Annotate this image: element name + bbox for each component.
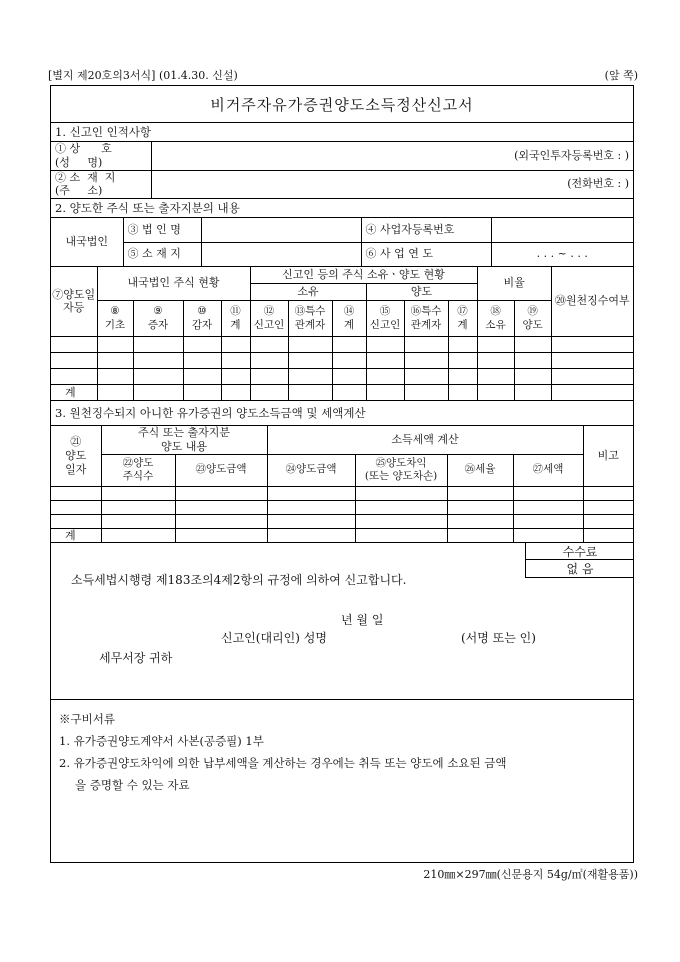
biz-year-label: ⑥ 사 업 연 도 (361, 242, 491, 266)
share-cell[interactable] (51, 337, 97, 353)
tax-row (51, 514, 633, 528)
share-cell[interactable] (514, 337, 551, 353)
tax-cell[interactable] (175, 528, 267, 543)
declaration-date[interactable]: 년 월 일 (341, 613, 384, 628)
transfer-header: 양도 (366, 284, 477, 301)
tax-cell[interactable] (355, 500, 447, 514)
fee-value: 없 음 (526, 560, 634, 578)
signature-field[interactable]: (서명 또는 인) (461, 631, 536, 646)
tax-row (51, 500, 633, 514)
share-cell[interactable] (551, 369, 633, 385)
tax-cell[interactable] (101, 528, 175, 543)
share-cell[interactable] (250, 353, 288, 369)
address-label: ② 소 재 지 (주 소) (51, 170, 151, 199)
tax-row (51, 528, 633, 543)
share-cell[interactable] (332, 337, 366, 353)
share-cell[interactable] (183, 369, 221, 385)
biz-reg-input[interactable] (491, 218, 633, 242)
content-header: 주식 또는 출자지분 양도 내용 (101, 426, 267, 454)
form-number: [별지 제20호의3서식] (01.4.30. 신설) (48, 69, 238, 82)
tax-cell[interactable] (513, 514, 583, 528)
corp-info-table (51, 218, 633, 267)
share-cell[interactable] (288, 369, 332, 385)
tax-cell[interactable] (583, 514, 633, 528)
docs-heading: ※구비서류 (59, 712, 115, 727)
share-col-header: ⑧ 기초 (97, 301, 133, 337)
share-cell[interactable] (404, 385, 448, 401)
tax-cell[interactable] (513, 500, 583, 514)
share-cell[interactable] (133, 337, 183, 353)
tax-form (50, 85, 634, 863)
declaration-block (51, 543, 633, 700)
share-col-header: ⑩ 감자 (183, 301, 221, 337)
share-cell[interactable] (133, 369, 183, 385)
share-cell[interactable] (551, 337, 633, 353)
share-col-header: ⑲ 양도 (514, 301, 551, 337)
location-label: ⑤ 소 재 지 (123, 242, 201, 266)
doc-item: 1. 유가증권양도계약서 사본(공증필) 1부 (59, 734, 264, 749)
biz-reg-label: ④ 사업자등록번호 (361, 218, 491, 242)
tax-cell[interactable] (175, 486, 267, 500)
form-title: 비거주자유가증권양도소득정산신고서 (51, 86, 633, 123)
share-cell[interactable] (366, 369, 404, 385)
share-cell[interactable] (477, 337, 514, 353)
paper-spec: 210㎜×297㎜(신문용지 54g/㎡(재활용품)) (423, 868, 638, 881)
tax-cell[interactable] (267, 514, 355, 528)
share-cell[interactable] (288, 353, 332, 369)
tax-cell[interactable] (513, 486, 583, 500)
page-side: (앞 쪽) (604, 69, 638, 82)
share-cell[interactable] (183, 385, 221, 401)
col21-header: ㉑ 양도 일자 (51, 426, 101, 486)
share-cell[interactable] (477, 353, 514, 369)
share-cell[interactable] (221, 337, 250, 353)
phone-field[interactable]: (전화번호 : ) (151, 170, 633, 199)
share-cell[interactable] (97, 353, 133, 369)
share-cell[interactable] (477, 369, 514, 385)
tax-cell[interactable] (447, 486, 513, 500)
ratio-header: 비율 (477, 267, 551, 301)
tax-col-header: ㉓양도금액 (175, 454, 267, 486)
tax-cell[interactable] (355, 486, 447, 500)
share-cell[interactable] (448, 369, 477, 385)
own-header: 소유 (250, 284, 366, 301)
tax-cell[interactable] (175, 500, 267, 514)
calc-header: 소득세액 계산 (267, 426, 583, 454)
share-col-header: ⑯특수 관계자 (404, 301, 448, 337)
form-header (48, 67, 638, 81)
tax-cell[interactable] (101, 514, 175, 528)
share-cell[interactable] (477, 385, 514, 401)
recipient: 세무서장 귀하 (99, 651, 173, 666)
tax-cell[interactable] (513, 528, 583, 543)
share-cell[interactable] (448, 337, 477, 353)
share-cell[interactable] (366, 337, 404, 353)
biz-year-input[interactable]: . . . ~ . . . (491, 242, 633, 266)
tax-cell[interactable] (583, 500, 633, 514)
share-cell[interactable] (250, 385, 288, 401)
share-cell[interactable] (288, 337, 332, 353)
share-cell[interactable] (332, 369, 366, 385)
share-cell[interactable] (514, 353, 551, 369)
tax-row (51, 486, 633, 500)
tax-col-header: ㉒양도 주식수 (101, 454, 175, 486)
owner-status-header: 신고인 등의 주식 소유ㆍ양도 현황 (250, 267, 477, 284)
share-col-header: ⑨ 증자 (133, 301, 183, 337)
share-cell[interactable] (250, 337, 288, 353)
share-cell[interactable] (448, 385, 477, 401)
total-label: 계 (51, 385, 97, 401)
share-col-header: ⑰ 계 (448, 301, 477, 337)
share-cell[interactable] (332, 353, 366, 369)
total-label: 계 (51, 528, 101, 543)
declaration-text: 소득세법시행령 제183조의4제2항의 규정에 의하여 신고합니다. (71, 573, 407, 588)
share-col-header: ⑪ 계 (221, 301, 250, 337)
tax-col-header: ㉖세율 (447, 454, 513, 486)
col7-header (51, 267, 97, 337)
share-cell[interactable] (514, 369, 551, 385)
corp-name-label: ③ 법 인 명 (123, 218, 201, 242)
share-row (51, 353, 633, 369)
share-row (51, 369, 633, 385)
share-cell[interactable] (366, 353, 404, 369)
tax-col-header: ㉗세액 (513, 454, 583, 486)
share-cell[interactable] (288, 385, 332, 401)
tax-cell[interactable] (355, 514, 447, 528)
share-col-header: ⑭ 계 (332, 301, 366, 337)
domestic-corp-label: 내국법인 (51, 218, 123, 266)
share-col-header: ⑮ 신고인 (366, 301, 404, 337)
share-cell[interactable] (51, 353, 97, 369)
foreign-reg-no[interactable]: (외국인투자등록번호 : ) (151, 142, 633, 170)
tax-col-header: ㉔양도금액 (267, 454, 355, 486)
income-tax-table (51, 426, 633, 543)
doc-item: 을 증명할 수 있는 자료 (75, 778, 190, 793)
tax-cell[interactable] (175, 514, 267, 528)
tax-col-header: ㉕양도차익 (또는 양도차손) (355, 454, 447, 486)
tax-cell[interactable] (267, 500, 355, 514)
fee-box (525, 543, 634, 578)
share-cell[interactable] (250, 369, 288, 385)
tax-cell[interactable] (51, 486, 101, 500)
tax-cell[interactable] (447, 500, 513, 514)
tax-cell[interactable] (101, 486, 175, 500)
share-cell[interactable] (551, 353, 633, 369)
col7-label: ⑦양도일자등 (52, 287, 96, 315)
remark-header: 비고 (583, 426, 633, 486)
share-cell[interactable] (133, 353, 183, 369)
share-cell[interactable] (221, 369, 250, 385)
share-cell[interactable] (221, 353, 250, 369)
share-cell[interactable] (97, 369, 133, 385)
share-row (51, 385, 633, 401)
share-cell[interactable] (51, 369, 97, 385)
signer-name: 신고인(대리인) 성명 (221, 631, 327, 646)
share-cell[interactable] (221, 385, 250, 401)
share-cell[interactable] (332, 385, 366, 401)
share-cell[interactable] (551, 385, 633, 401)
tax-cell[interactable] (267, 528, 355, 543)
share-cell[interactable] (366, 385, 404, 401)
share-cell[interactable] (97, 337, 133, 353)
share-col-header: ⑫ 신고인 (250, 301, 288, 337)
corp-name-input[interactable] (201, 218, 361, 242)
location-input[interactable] (201, 242, 361, 266)
tax-cell[interactable] (583, 528, 633, 543)
required-docs (51, 700, 633, 796)
section-3-heading: 3. 원천징수되지 아니한 유가증권의 양도소득금액 및 세액계산 (51, 401, 633, 426)
tax-cell[interactable] (583, 486, 633, 500)
section-2-heading: 2. 양도한 주식 또는 출자지분의 내용 (51, 199, 633, 218)
tax-cell[interactable] (355, 528, 447, 543)
tax-cell[interactable] (101, 500, 175, 514)
share-cell[interactable] (404, 353, 448, 369)
domestic-status-header: 내국법인 주식 현황 (97, 267, 250, 301)
share-cell[interactable] (448, 353, 477, 369)
share-cell[interactable] (404, 369, 448, 385)
tax-cell[interactable] (267, 486, 355, 500)
share-cell[interactable] (183, 337, 221, 353)
doc-item: 2. 유가증권양도차익에 의한 납부세액을 계산하는 경우에는 취득 또는 양도에 소요된 금액 (59, 756, 507, 771)
share-col-header: ⑬특수 관계자 (288, 301, 332, 337)
tax-cell[interactable] (447, 528, 513, 543)
share-cell[interactable] (404, 337, 448, 353)
fee-label: 수수료 (526, 543, 634, 560)
share-cell[interactable] (97, 385, 133, 401)
section-1-heading: 1. 신고인 인적사항 (51, 123, 633, 142)
share-cell[interactable] (133, 385, 183, 401)
section-1-table (51, 142, 633, 199)
share-row (51, 337, 633, 353)
tax-cell[interactable] (447, 514, 513, 528)
col20-header: ⑳원천징수여부 (551, 267, 633, 337)
share-status-table (51, 267, 633, 402)
tax-cell[interactable] (51, 500, 101, 514)
tax-cell[interactable] (51, 514, 101, 528)
name-label: ① 상 호 (성 명) (51, 142, 151, 170)
share-cell[interactable] (183, 353, 221, 369)
share-cell[interactable] (514, 385, 551, 401)
share-col-header: ⑱ 소유 (477, 301, 514, 337)
